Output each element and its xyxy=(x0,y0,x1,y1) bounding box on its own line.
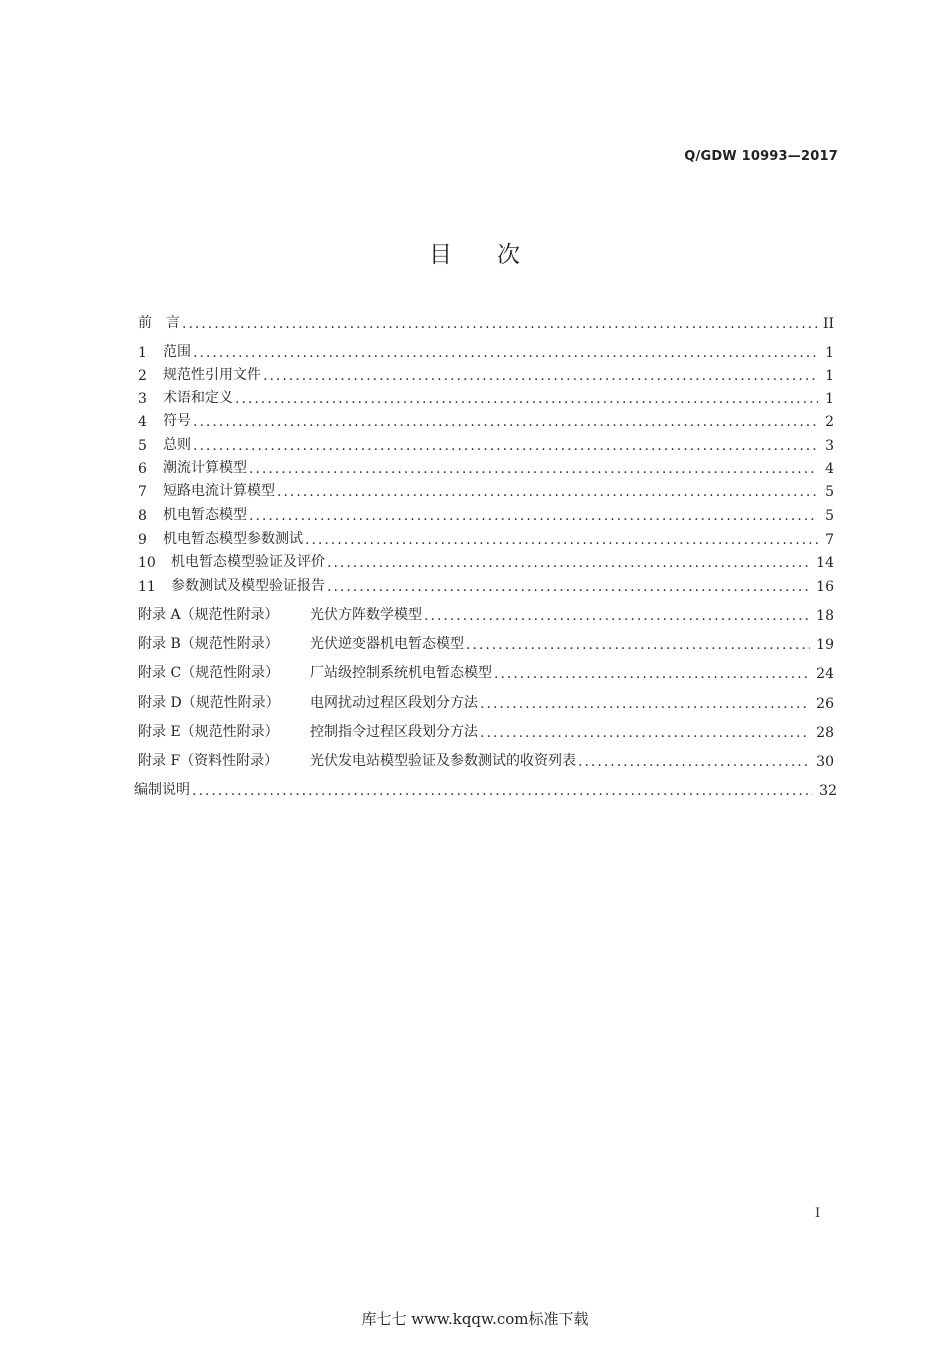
toc-number: 5 xyxy=(138,438,147,454)
title-char-2: 次 xyxy=(497,242,521,268)
toc-appendix-prefix: 附录 A（规范性附录） xyxy=(138,607,279,623)
toc-entry-2[interactable] xyxy=(138,362,834,384)
toc-number: 6 xyxy=(138,461,147,477)
toc-page: 32 xyxy=(819,783,837,799)
toc-number: 3 xyxy=(138,391,147,407)
toc-appendix-prefix: 附录 E（规范性附录） xyxy=(138,724,279,740)
toc-leader xyxy=(193,345,818,361)
toc-leader xyxy=(494,666,810,682)
toc-label: 参数测试及模型验证报告 xyxy=(171,578,325,594)
toc-label: 光伏发电站模型验证及参数测试的收资列表 xyxy=(310,753,576,769)
toc-page: 19 xyxy=(816,637,834,653)
toc-leader xyxy=(193,414,818,430)
toc-label: 光伏逆变器机电暂态模型 xyxy=(310,636,464,652)
toc-entry-7[interactable] xyxy=(138,478,834,500)
toc-leader xyxy=(327,555,810,571)
toc-entry-5[interactable] xyxy=(138,432,834,454)
toc-page: 1 xyxy=(825,345,834,361)
toc-page: 26 xyxy=(816,696,834,712)
toc-leader xyxy=(249,461,818,477)
toc-number: 2 xyxy=(138,368,147,384)
toc-leader xyxy=(305,532,818,548)
toc-leader xyxy=(466,637,810,653)
toc-appendix-prefix: 附录 F（资料性附录） xyxy=(138,753,279,769)
toc-leader xyxy=(578,754,810,770)
toc-leader xyxy=(263,368,818,384)
toc-number: 4 xyxy=(138,414,147,430)
toc-label: 总则 xyxy=(163,437,191,453)
toc-number: 9 xyxy=(138,532,147,548)
toc-leader xyxy=(249,508,818,524)
toc-label: 编制说明 xyxy=(134,782,190,798)
toc-entry-foreword[interactable] xyxy=(138,310,834,332)
toc-entry-appendix-f[interactable] xyxy=(138,748,834,770)
toc-entry-appendix-c[interactable] xyxy=(138,660,834,682)
toc-entry-4[interactable] xyxy=(138,408,834,430)
toc-label: 前 言 xyxy=(138,315,180,331)
toc-entry-appendix-e[interactable] xyxy=(138,719,834,741)
toc-entry-10[interactable] xyxy=(138,549,834,571)
toc-leader xyxy=(277,484,818,500)
toc-number: 10 xyxy=(138,555,156,571)
toc-page: 14 xyxy=(816,555,834,571)
toc-page: 5 xyxy=(825,484,834,500)
toc-number: 7 xyxy=(138,484,147,500)
toc-label: 符号 xyxy=(163,413,191,429)
toc-number: 8 xyxy=(138,508,147,524)
toc-page: 3 xyxy=(825,438,834,454)
toc-label: 控制指令过程区段划分方法 xyxy=(310,724,478,740)
toc-appendix-prefix: 附录 D（规范性附录） xyxy=(138,695,280,711)
watermark-text: 库七七 www.kqqw.com标准下载 xyxy=(361,1310,589,1328)
toc-page: 2 xyxy=(825,414,834,430)
toc-label: 短路电流计算模型 xyxy=(163,483,275,499)
toc-page: 28 xyxy=(816,725,834,741)
toc-number: 11 xyxy=(138,579,156,595)
toc-leader xyxy=(193,438,818,454)
toc-page: 1 xyxy=(825,368,834,384)
toc-entry-9[interactable] xyxy=(138,526,834,548)
toc-leader xyxy=(480,725,810,741)
toc-entry-explanation[interactable] xyxy=(134,777,837,799)
toc-label: 规范性引用文件 xyxy=(163,367,261,383)
toc-label: 机电暂态模型 xyxy=(163,507,247,523)
toc-page: II xyxy=(822,316,834,332)
toc-label: 厂站级控制系统机电暂态模型 xyxy=(310,665,492,681)
toc-leader xyxy=(182,316,817,332)
toc-page: 18 xyxy=(816,608,834,624)
toc-appendix-prefix: 附录 C（规范性附录） xyxy=(138,665,280,681)
toc-leader xyxy=(192,783,813,799)
toc-entry-appendix-d[interactable] xyxy=(138,690,834,712)
page-number: I xyxy=(815,1206,821,1221)
toc-number: 1 xyxy=(138,345,147,361)
toc-entry-3[interactable] xyxy=(138,385,834,407)
toc-label: 光伏方阵数学模型 xyxy=(310,607,422,623)
toc-leader xyxy=(327,579,810,595)
toc-label: 范围 xyxy=(163,344,191,360)
toc-page: 30 xyxy=(816,754,834,770)
toc-entry-6[interactable] xyxy=(138,455,834,477)
toc-page: 1 xyxy=(825,391,834,407)
toc-page: 24 xyxy=(816,666,834,682)
toc-label: 术语和定义 xyxy=(163,390,233,406)
toc-appendix-prefix: 附录 B（规范性附录） xyxy=(138,636,279,652)
toc-label: 电网扰动过程区段划分方法 xyxy=(310,695,478,711)
toc-leader xyxy=(424,608,810,624)
toc-leader xyxy=(480,696,810,712)
toc-entry-11[interactable] xyxy=(138,573,834,595)
toc-page: 16 xyxy=(816,579,834,595)
toc-label: 机电暂态模型验证及评价 xyxy=(171,554,325,570)
toc-page: 5 xyxy=(825,508,834,524)
title-char-1: 目 xyxy=(429,242,453,268)
toc-page: 7 xyxy=(825,532,834,548)
standard-code: Q/GDW 10993—2017 xyxy=(684,149,838,164)
page-title xyxy=(0,236,950,269)
toc-label: 潮流计算模型 xyxy=(163,460,247,476)
toc-label: 机电暂态模型参数测试 xyxy=(163,531,303,547)
toc-entry-1[interactable] xyxy=(138,339,834,361)
toc-entry-8[interactable] xyxy=(138,502,834,524)
toc-leader xyxy=(235,391,818,407)
toc-entry-appendix-b[interactable] xyxy=(138,631,834,653)
toc-entry-appendix-a[interactable] xyxy=(138,602,834,624)
toc-page: 4 xyxy=(825,461,834,477)
